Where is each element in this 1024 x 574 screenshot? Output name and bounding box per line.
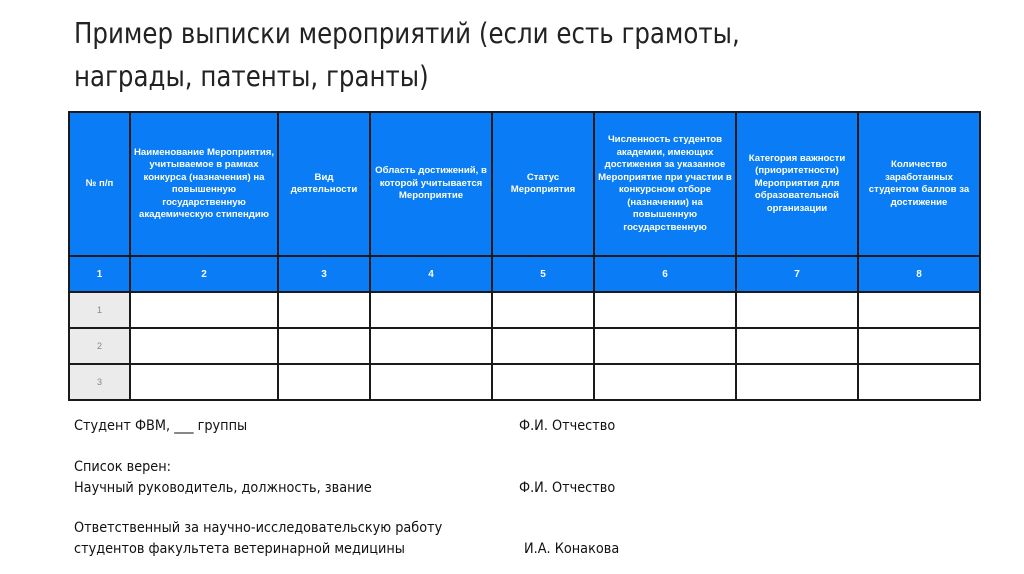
table-cell: [278, 292, 370, 328]
column-number: 2: [130, 256, 278, 292]
table-cell: [858, 364, 980, 400]
header-cell: Категория важности (приоритетности) Мероприятия для образовательной организации: [736, 112, 858, 256]
table-cell: [594, 364, 736, 400]
header-row: [69, 112, 980, 256]
column-number: 4: [370, 256, 492, 292]
table-cell: [130, 364, 278, 400]
table-cell: [858, 292, 980, 328]
events-table: [68, 111, 981, 401]
header-cell: Область достижений, в которой учитывается Мероприятие: [370, 112, 492, 256]
table-cell: [858, 328, 980, 364]
table-cell: [130, 328, 278, 364]
header-cell: Вид деятельности: [278, 112, 370, 256]
column-number: 1: [69, 256, 130, 292]
table-cell: [278, 364, 370, 400]
slide-title: Пример выписки мероприятий (если есть грамоты, награды, патенты, гранты): [74, 17, 740, 93]
table-cell: [130, 292, 278, 328]
responsible-line-1: Ответственный за научно-исследовательскую работу: [74, 520, 443, 536]
header-cell: Статус Мероприятия: [492, 112, 594, 256]
supervisor-line: Научный руководитель, должность, звание: [74, 480, 372, 496]
column-number: 5: [492, 256, 594, 292]
list-correct: Список верен:: [74, 459, 172, 475]
table-cell: [278, 328, 370, 364]
header-cell: Наименование Мероприятия, учитываемое в рамках конкурса (назначения) на повышенную государственную академическую стипендию: [130, 112, 278, 256]
row-index: 1: [69, 292, 130, 328]
table-cell: [370, 364, 492, 400]
table-cell: [492, 292, 594, 328]
column-number-row: [69, 256, 980, 292]
row-index: 3: [69, 364, 130, 400]
table-cell: [492, 328, 594, 364]
table-cell: [736, 328, 858, 364]
student-line: Студент ФВМ, ___ группы: [74, 418, 248, 434]
column-number: 7: [736, 256, 858, 292]
table-cell: [594, 328, 736, 364]
header-cell: № п/п: [69, 112, 130, 256]
table-cell: [736, 292, 858, 328]
table-cell: [736, 364, 858, 400]
responsible-name: И.А. Конакова: [524, 541, 620, 557]
responsible-line-2: студентов факультета ветеринарной медицины: [74, 541, 405, 557]
table-cell: [370, 328, 492, 364]
table-row: [69, 364, 980, 400]
column-number: 3: [278, 256, 370, 292]
row-index: 2: [69, 328, 130, 364]
header-cell: Количество заработанных студентом баллов за достижение: [858, 112, 980, 256]
table-row: [69, 328, 980, 364]
column-number: 6: [594, 256, 736, 292]
header-cell: Численность студентов академии, имеющих достижения за указанное Мероприятие при участии в конкурсном отборе (назначении) на повышенную государственную: [594, 112, 736, 256]
supervisor-name: Ф.И. Отчество: [519, 480, 616, 496]
column-number: 8: [858, 256, 980, 292]
table-cell: [370, 292, 492, 328]
student-name: Ф.И. Отчество: [519, 418, 616, 434]
table-row: [69, 292, 980, 328]
table-cell: [594, 292, 736, 328]
table-cell: [492, 364, 594, 400]
